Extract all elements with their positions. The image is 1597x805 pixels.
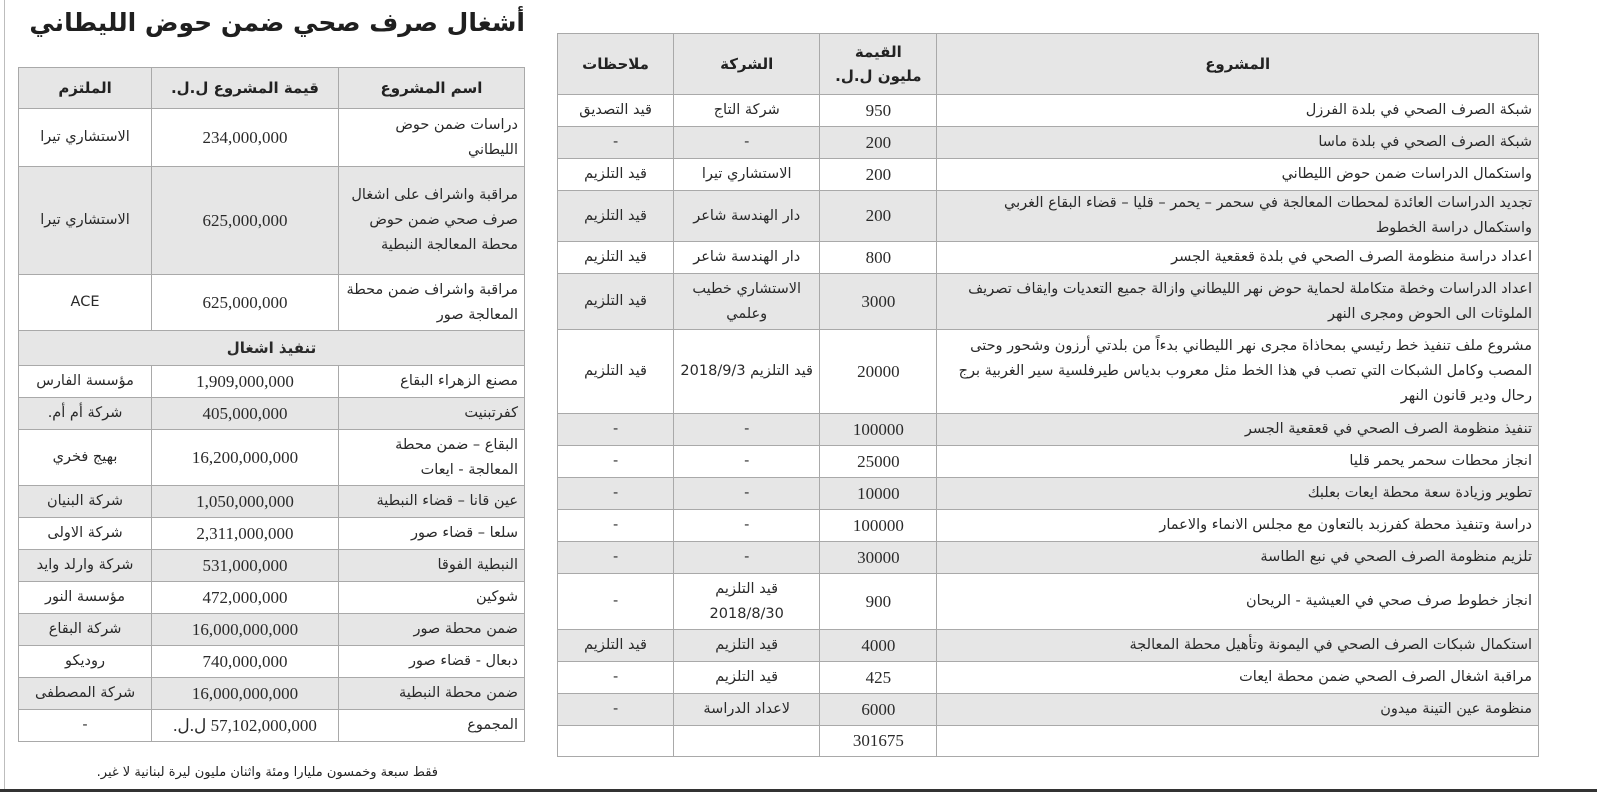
- project-value: 6000: [820, 694, 937, 726]
- header-notes: ملاحظات: [558, 34, 674, 95]
- company: شركة التاج: [674, 95, 820, 127]
- project-name: البقاع – ضمن محطة المعالجة - ايعات: [338, 430, 524, 486]
- table-row: [558, 478, 1539, 510]
- project-value: 100000: [820, 414, 937, 446]
- project-name: ضمن محطة النبطية: [338, 678, 524, 710]
- project-description: تطوير وزيادة سعة محطة ايعات بعلبك: [937, 478, 1539, 510]
- company: -: [674, 127, 820, 159]
- project-name: النبطية الفوقا: [338, 550, 524, 582]
- project-value: 10000: [820, 478, 937, 510]
- project-value: 234,000,000: [152, 109, 339, 167]
- header-project-value: قيمة المشروع ل.ل.: [152, 68, 339, 109]
- notes: -: [558, 510, 674, 542]
- contractor: شركة البنيان: [19, 486, 152, 518]
- project-value: 950: [820, 95, 937, 127]
- project-description: اعداد دراسة منظومة الصرف الصحي في بلدة قعقعية الجسر: [937, 242, 1539, 274]
- project-name: سلعا – قضاء صور: [338, 518, 524, 550]
- company: -: [674, 446, 820, 478]
- project-name: شوكين: [338, 582, 524, 614]
- table-row: [558, 446, 1539, 478]
- table-row: [558, 694, 1539, 726]
- project-description: منظومة عين التينة ميدون: [937, 694, 1539, 726]
- notes: -: [558, 574, 674, 630]
- project-value: 472,000,000: [152, 582, 339, 614]
- company: دار الهندسة شاعر: [674, 191, 820, 242]
- notes: قيد التلزيم: [558, 330, 674, 414]
- project-value: 200: [820, 159, 937, 191]
- contractor: شركة المصطفى: [19, 678, 152, 710]
- table-row: [19, 614, 525, 646]
- total-value: 301675: [820, 726, 937, 757]
- header-project-name: اسم المشروع: [338, 68, 524, 109]
- project-name: عين قانا – قضاء النبطية: [338, 486, 524, 518]
- project-value: 2,311,000,000: [152, 518, 339, 550]
- notes: -: [558, 662, 674, 694]
- header-value-line1: القيمة: [854, 43, 902, 61]
- table-row: [19, 550, 525, 582]
- project-name: دبعال - قضاء صور: [338, 646, 524, 678]
- notes: قيد التلزيم: [558, 274, 674, 330]
- total-row: [558, 726, 1539, 757]
- project-value: 740,000,000: [152, 646, 339, 678]
- total-label: المجموع: [338, 710, 524, 742]
- header-company: الشركة: [674, 34, 820, 95]
- table-row: [19, 430, 525, 486]
- contractor: شركة أم أم.: [19, 398, 152, 430]
- projects-table: [557, 33, 1539, 757]
- project-value: 4000: [820, 630, 937, 662]
- contractor: شركة البقاع: [19, 614, 152, 646]
- project-value: 531,000,000: [152, 550, 339, 582]
- table-row: [558, 95, 1539, 127]
- project-description: تلزيم منظومة الصرف الصحي في نبع الطاسة: [937, 542, 1539, 574]
- table-row: [558, 662, 1539, 694]
- company: الاستشاري تيرا: [674, 159, 820, 191]
- project-value: 30000: [820, 542, 937, 574]
- bottom-rule: [0, 789, 1597, 792]
- contractor: روديكو: [19, 646, 152, 678]
- project-description: مراقبة اشغال الصرف الصحي ضمن محطة ايعات: [937, 662, 1539, 694]
- project-value: 1,909,000,000: [152, 366, 339, 398]
- company: قيد التلزيم: [674, 630, 820, 662]
- notes: قيد التلزيم: [558, 630, 674, 662]
- table-row: [558, 414, 1539, 446]
- company: -: [674, 542, 820, 574]
- section-label: تنفيذ اشغال: [19, 331, 525, 366]
- header-project: المشروع: [937, 34, 1539, 95]
- project-value: 625,000,000: [152, 275, 339, 331]
- project-name: دراسات ضمن حوض الليطاني: [338, 109, 524, 167]
- contractor: مؤسسة النور: [19, 582, 152, 614]
- project-description: استكمال شبكات الصرف الصحي في اليمونة وتأهيل محطة المعالجة: [937, 630, 1539, 662]
- company: -: [674, 510, 820, 542]
- project-description: انجاز خطوط صرف صحي في العيشية - الريحان: [937, 574, 1539, 630]
- table-row: [558, 242, 1539, 274]
- project-description: مشروع ملف تنفيذ خط رئيسي بمحاذاة مجرى نهر الليطاني بدءاً من بلدتي أرزون وشحور وحتى المصب وكامل الشبكات التي تصب في هذا الخط مثل معروب بدياس طيرفلسية سير الغربية برج رحال ودير قانون النهر: [937, 330, 1539, 414]
- article-title: أشغال صرف صحي ضمن حوض الليطاني: [29, 8, 525, 37]
- table-row: [19, 366, 525, 398]
- contractor: شركة وارلد وايد: [19, 550, 152, 582]
- table-row: [19, 678, 525, 710]
- total-project: [937, 726, 1539, 757]
- company: دار الهندسة شاعر: [674, 242, 820, 274]
- project-description: انجاز محطات سحمر يحمر قليا: [937, 446, 1539, 478]
- project-name: مراقبة واشراف ضمن محطة المعالجة صور: [338, 275, 524, 331]
- project-name: كفرتبنيت: [338, 398, 524, 430]
- notes: -: [558, 542, 674, 574]
- section-row-works: [19, 331, 525, 366]
- table-row: [558, 191, 1539, 242]
- notes: -: [558, 478, 674, 510]
- contractor: ACE: [19, 275, 152, 331]
- table-row: [558, 127, 1539, 159]
- project-value: 200: [820, 127, 937, 159]
- project-description: تجديد الدراسات العائدة لمحطات المعالجة في سحمر – يحمر – قليا – قضاء البقاع الغربي واستكمال دراسة الخطوط: [937, 191, 1539, 242]
- project-description: شبكة الصرف الصحي في بلدة الفرزل: [937, 95, 1539, 127]
- project-value: 425: [820, 662, 937, 694]
- table-row: [19, 518, 525, 550]
- table-row: [19, 275, 525, 331]
- contractor: الاستشاري تيرا: [19, 109, 152, 167]
- table-row: [19, 167, 525, 275]
- header-contractor: الملتزم: [19, 68, 152, 109]
- table-header-row: [19, 68, 525, 109]
- contractor: شركة الاولى: [19, 518, 152, 550]
- notes: -: [558, 694, 674, 726]
- notes: -: [558, 446, 674, 478]
- project-value: 3000: [820, 274, 937, 330]
- total-value: 57,102,000,000 ل.ل.: [152, 710, 339, 742]
- company: لاعداد الدراسة: [674, 694, 820, 726]
- company: قيد التلزيم 2018/8/30: [674, 574, 820, 630]
- total-contractor: -: [19, 710, 152, 742]
- table-row: [558, 574, 1539, 630]
- company: -: [674, 414, 820, 446]
- table-header-row: [558, 34, 1539, 95]
- total-row: [19, 710, 525, 742]
- project-value: 200: [820, 191, 937, 242]
- project-description: دراسة وتنفيذ محطة كفرزبد بالتعاون مع مجلس الانماء والاعمار: [937, 510, 1539, 542]
- notes: قيد التلزيم: [558, 191, 674, 242]
- project-value: 405,000,000: [152, 398, 339, 430]
- project-value: 16,000,000,000: [152, 678, 339, 710]
- project-name: مراقبة واشراف على اشغال صرف صحي ضمن حوض محطة المعالجة النبطية: [338, 167, 524, 275]
- project-value: 625,000,000: [152, 167, 339, 275]
- page-edge-line: [4, 0, 5, 790]
- notes: -: [558, 127, 674, 159]
- project-description: واستكمال الدراسات ضمن حوض الليطاني: [937, 159, 1539, 191]
- company: الاستشاري خطيب وعلمي: [674, 274, 820, 330]
- table-row: [558, 630, 1539, 662]
- table-row: [19, 582, 525, 614]
- contractor: مؤسسة الفارس: [19, 366, 152, 398]
- company: قيد التلزيم 2018/9/3: [674, 330, 820, 414]
- table-row: [558, 159, 1539, 191]
- notes: قيد التصديق: [558, 95, 674, 127]
- table-row: [19, 486, 525, 518]
- notes: قيد التلزيم: [558, 159, 674, 191]
- project-value: 25000: [820, 446, 937, 478]
- notes: -: [558, 414, 674, 446]
- table-row: [19, 109, 525, 167]
- total-in-words: فقط سبعة وخمسون مليارا ومئة واثنان مليون ليرة لبنانية لا غير.: [96, 765, 438, 780]
- total-company: [674, 726, 820, 757]
- notes: قيد التلزيم: [558, 242, 674, 274]
- project-value: 900: [820, 574, 937, 630]
- table-row: [19, 398, 525, 430]
- header-value: [820, 34, 937, 95]
- header-value-line2: مليون ل.ل.: [835, 67, 922, 85]
- table-row: [19, 646, 525, 678]
- contractor: الاستشاري تيرا: [19, 167, 152, 275]
- project-value: 100000: [820, 510, 937, 542]
- company: -: [674, 478, 820, 510]
- company: قيد التلزيم: [674, 662, 820, 694]
- table-row: [558, 274, 1539, 330]
- table-row: [558, 330, 1539, 414]
- contractor: بهيج فخري: [19, 430, 152, 486]
- project-value: 20000: [820, 330, 937, 414]
- project-description: تنفيذ منظومة الصرف الصحي في قعقعية الجسر: [937, 414, 1539, 446]
- project-name: ضمن محطة صور: [338, 614, 524, 646]
- table-row: [558, 510, 1539, 542]
- table-row: [558, 542, 1539, 574]
- project-value: 16,000,000,000: [152, 614, 339, 646]
- project-value: 1,050,000,000: [152, 486, 339, 518]
- sewage-works-table: [18, 67, 525, 742]
- project-value: 16,200,000,000: [152, 430, 339, 486]
- total-notes: [558, 726, 674, 757]
- project-value: 800: [820, 242, 937, 274]
- project-description: اعداد الدراسات وخطة متكاملة لحماية حوض نهر الليطاني وازالة جميع التعديات وايقاف تصريف الملوثات الى الحوض ومجرى النهر: [937, 274, 1539, 330]
- project-description: شبكة الصرف الصحي في بلدة ماسا: [937, 127, 1539, 159]
- project-name: مصنع الزهراء البقاع: [338, 366, 524, 398]
